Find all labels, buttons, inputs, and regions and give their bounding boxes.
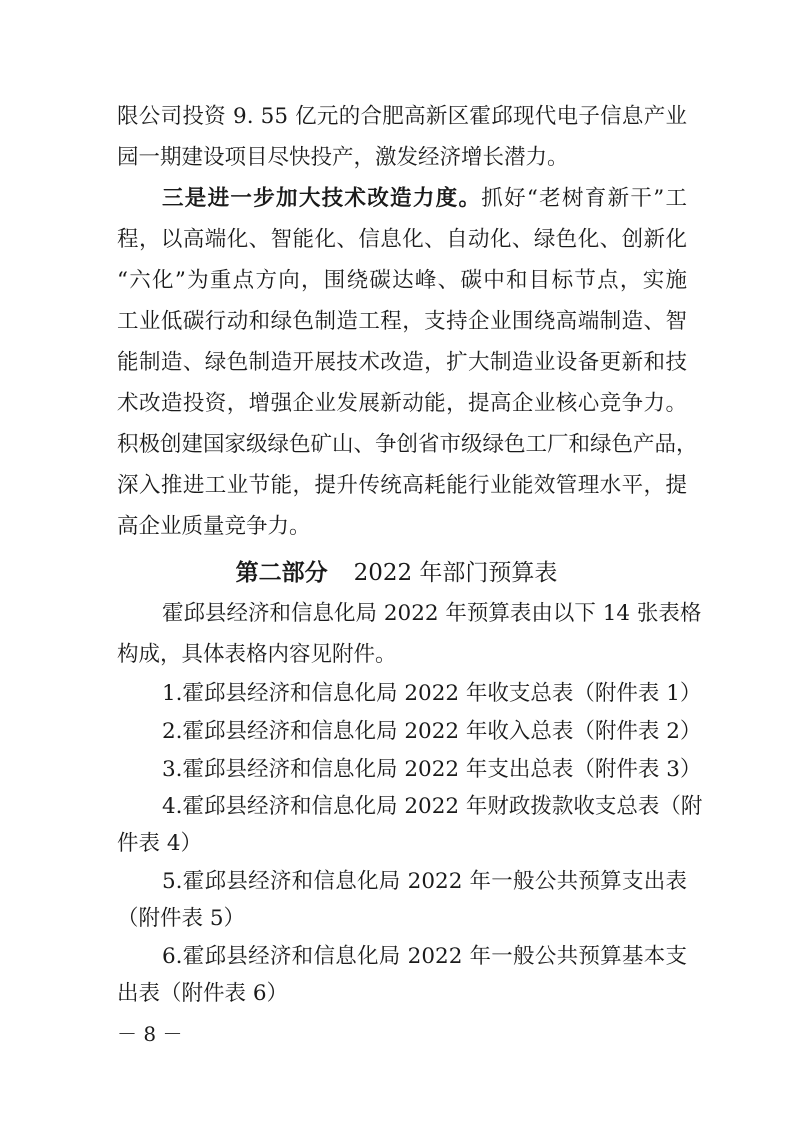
section3-lead: 三是进一步加大技术改造力度。 xyxy=(162,186,482,211)
table-list-item: （附件表 5） xyxy=(117,906,246,931)
body-text-line: 程，以高端化、智能化、信息化、自动化、绿色化、创新化 xyxy=(117,227,687,252)
table-list-item: 1.霍邱县经济和信息化局 2022 年收支总表（附件表 1） xyxy=(162,681,702,706)
section3-first-line xyxy=(162,184,687,214)
part2-heading xyxy=(0,557,793,589)
table-list-item: 6.霍邱县经济和信息化局 2022 年一般公共预算基本支 xyxy=(162,944,687,969)
body-text-line: 深入推进工业节能，提升传统高耗能行业能效管理水平，提 xyxy=(117,473,687,498)
body-text-line: 园一期建设项目尽快投产，激发经济增长潜力。 xyxy=(117,145,569,170)
section3-first-line-rest: 抓好“老树育新干”工 xyxy=(481,186,687,211)
part2-heading-title: 2022 年部门预算表 xyxy=(353,560,558,586)
table-list-item: 3.霍邱县经济和信息化局 2022 年支出总表（附件表 3） xyxy=(162,757,702,782)
table-list-item: 件表 4） xyxy=(117,831,203,856)
page-number: － 8 － xyxy=(117,1022,183,1046)
table-list-item: 4.霍邱县经济和信息化局 2022 年财政拨款收支总表（附 xyxy=(162,794,703,819)
body-text-line: 积极创建国家级绿色矿山、争创省市级绿色工厂和绿色产品， xyxy=(117,432,698,457)
body-text-line: “六化”为重点方向，围绕碳达峰、碳中和目标节点，实施 xyxy=(117,268,687,293)
body-text-line: 高企业质量竞争力。 xyxy=(117,514,311,539)
body-text-line: 构成，具体表格内容见附件。 xyxy=(117,642,397,667)
body-text-line: 能制造、绿色制造开展技术改造，扩大制造业设备更新和技 xyxy=(117,350,687,375)
part2-heading-label: 第二部分 xyxy=(235,559,328,586)
body-text-line: 霍邱县经济和信息化局 2022 年预算表由以下 14 张表格 xyxy=(162,601,702,626)
table-list-item: 2.霍邱县经济和信息化局 2022 年收入总表（附件表 2） xyxy=(162,719,702,744)
body-text-line: 限公司投资 9. 55 亿元的合肥高新区霍邱现代电子信息产业 xyxy=(117,104,687,129)
body-text-line: 工业低碳行动和绿色制造工程，支持企业围绕高端制造、智 xyxy=(117,309,687,334)
table-list-item: 出表（附件表 6） xyxy=(117,981,289,1006)
body-text-line: 术改造投资，增强企业发展新动能，提高企业核心竞争力。 xyxy=(117,391,687,416)
table-list-item: 5.霍邱县经济和信息化局 2022 年一般公共预算支出表 xyxy=(162,869,687,894)
